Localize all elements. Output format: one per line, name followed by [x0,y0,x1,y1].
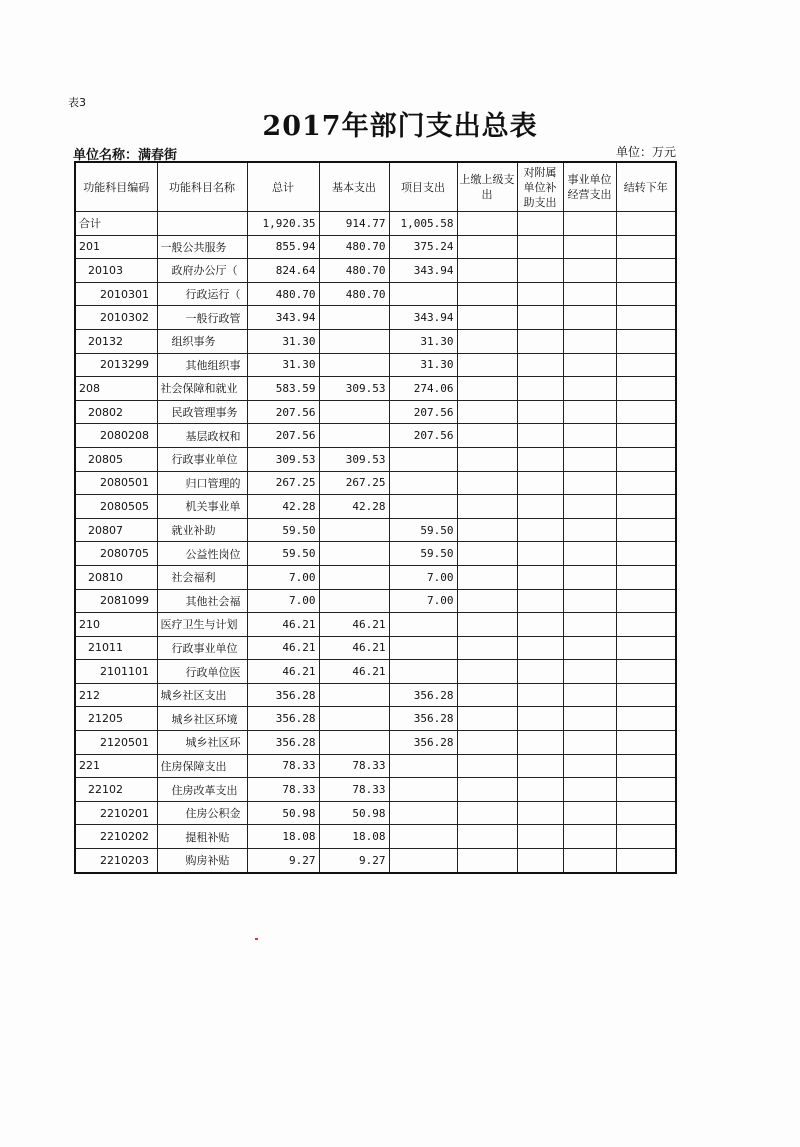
cell-project: 31.30 [389,353,457,377]
cell-total: 18.08 [247,825,319,849]
cell-remit [457,542,517,566]
cell-remit [457,353,517,377]
cell-basic: 914.77 [319,212,389,236]
cell-remit [457,683,517,707]
cell-remit [457,400,517,424]
cell-basic: 267.25 [319,471,389,495]
cell-carryover [616,424,676,448]
cell-operation [563,447,616,471]
cell-remit [457,212,517,236]
cell-project [389,825,457,849]
table-row [75,683,676,707]
cell-carryover [616,212,676,236]
cell-basic: 480.70 [319,235,389,259]
cell-basic [319,329,389,353]
cell-total: 1,920.35 [247,212,319,236]
red-speck [255,938,258,940]
table-row [75,259,676,283]
cell-code: 2080705 [75,542,157,566]
cell-total: 42.28 [247,495,319,519]
cell-project: 7.00 [389,565,457,589]
table-row [75,660,676,684]
cell-basic: 309.53 [319,447,389,471]
table-row [75,447,676,471]
cell-subsidy [517,683,563,707]
cell-operation [563,471,616,495]
cell-subsidy [517,377,563,401]
cell-carryover [616,353,676,377]
cell-code: 2080208 [75,424,157,448]
cell-operation [563,400,616,424]
cell-code: 20805 [75,447,157,471]
cell-total: 207.56 [247,400,319,424]
cell-name: 民政管理事务 [157,400,247,424]
cell-code: 20810 [75,565,157,589]
cell-project [389,613,457,637]
table-row [75,849,676,873]
table-row [75,495,676,519]
cell-total: 46.21 [247,613,319,637]
cell-basic: 78.33 [319,778,389,802]
table-row [75,542,676,566]
cell-carryover [616,754,676,778]
cell-operation [563,353,616,377]
cell-code: 21011 [75,636,157,660]
cell-name: 住房保障支出 [157,754,247,778]
header-name: 功能科目名称 [157,162,247,212]
header-operation: 事业单位经营支出 [563,162,616,212]
cell-subsidy [517,754,563,778]
cell-carryover [616,495,676,519]
header-project: 项目支出 [389,162,457,212]
cell-remit [457,377,517,401]
cell-code: 20802 [75,400,157,424]
cell-project: 207.56 [389,400,457,424]
cell-operation [563,754,616,778]
cell-name: 城乡社区支出 [157,683,247,707]
table-row [75,754,676,778]
cell-name: 机关事业单 [157,495,247,519]
cell-carryover [616,731,676,755]
cell-total: 855.94 [247,235,319,259]
cell-operation [563,518,616,542]
cell-project: 31.30 [389,329,457,353]
cell-basic: 42.28 [319,495,389,519]
cell-total: 480.70 [247,282,319,306]
header-total: 总计 [247,162,319,212]
cell-name: 社会福利 [157,565,247,589]
cell-project [389,471,457,495]
cell-basic [319,518,389,542]
cell-basic: 46.21 [319,660,389,684]
cell-carryover [616,801,676,825]
cell-code: 2080505 [75,495,157,519]
cell-operation [563,778,616,802]
cell-carryover [616,377,676,401]
cell-subsidy [517,353,563,377]
cell-operation [563,424,616,448]
cell-subsidy [517,495,563,519]
cell-project: 59.50 [389,542,457,566]
cell-total: 31.30 [247,353,319,377]
cell-project: 356.28 [389,707,457,731]
cell-subsidy [517,613,563,637]
cell-subsidy [517,212,563,236]
cell-remit [457,329,517,353]
cell-name: 行政运行（ [157,282,247,306]
cell-carryover [616,683,676,707]
cell-subsidy [517,542,563,566]
cell-operation [563,235,616,259]
cell-total: 343.94 [247,306,319,330]
cell-total: 78.33 [247,778,319,802]
cell-remit [457,660,517,684]
table-row [75,801,676,825]
cell-code: 2010302 [75,306,157,330]
cell-carryover [616,471,676,495]
cell-operation [563,495,616,519]
cell-code: 2210201 [75,801,157,825]
cell-project: 375.24 [389,235,457,259]
cell-carryover [616,849,676,873]
cell-subsidy [517,731,563,755]
cell-code: 2120501 [75,731,157,755]
cell-operation [563,613,616,637]
table-row [75,235,676,259]
cell-code: 20132 [75,329,157,353]
cell-remit [457,613,517,637]
cell-code: 合计 [75,212,157,236]
unit-label: 单位：万元 [615,145,676,159]
table-row [75,306,676,330]
expenditure-table [74,161,677,874]
cell-basic [319,707,389,731]
table-row [75,471,676,495]
cell-subsidy [517,329,563,353]
cell-project [389,636,457,660]
cell-subsidy [517,707,563,731]
cell-basic: 480.70 [319,259,389,283]
cell-remit [457,589,517,613]
cell-basic: 50.98 [319,801,389,825]
table-header-row [75,162,676,212]
cell-operation [563,565,616,589]
cell-total: 207.56 [247,424,319,448]
cell-carryover [616,589,676,613]
cell-subsidy [517,282,563,306]
table-row [75,424,676,448]
cell-subsidy [517,565,563,589]
cell-subsidy [517,636,563,660]
cell-remit [457,801,517,825]
cell-carryover [616,306,676,330]
cell-carryover [616,707,676,731]
header-basic: 基本支出 [319,162,389,212]
cell-name: 一般公共服务 [157,235,247,259]
cell-name: 住房改革支出 [157,778,247,802]
cell-subsidy [517,778,563,802]
cell-total: 583.59 [247,377,319,401]
cell-carryover [616,282,676,306]
cell-project [389,660,457,684]
cell-subsidy [517,235,563,259]
cell-basic [319,731,389,755]
cell-total: 309.53 [247,447,319,471]
cell-name [157,212,247,236]
cell-basic [319,353,389,377]
cell-basic: 9.27 [319,849,389,873]
unit-name: 单位名称：满春街 [73,148,178,163]
table-row [75,778,676,802]
cell-operation [563,683,616,707]
cell-name: 政府办公厅（ [157,259,247,283]
cell-basic: 78.33 [319,754,389,778]
cell-operation [563,259,616,283]
cell-code: 2210202 [75,825,157,849]
cell-code: 2101101 [75,660,157,684]
cell-code: 20807 [75,518,157,542]
cell-total: 46.21 [247,636,319,660]
cell-project [389,754,457,778]
cell-code: 221 [75,754,157,778]
cell-carryover [616,235,676,259]
cell-total: 59.50 [247,542,319,566]
cell-subsidy [517,306,563,330]
cell-project: 274.06 [389,377,457,401]
cell-carryover [616,778,676,802]
cell-subsidy [517,447,563,471]
table-row [75,377,676,401]
table-row [75,825,676,849]
cell-operation [563,707,616,731]
cell-total: 356.28 [247,683,319,707]
cell-code: 2080501 [75,471,157,495]
cell-remit [457,565,517,589]
cell-carryover [616,447,676,471]
cell-subsidy [517,660,563,684]
cell-subsidy [517,471,563,495]
cell-project [389,495,457,519]
cell-total: 78.33 [247,754,319,778]
cell-carryover [616,660,676,684]
cell-name: 就业补助 [157,518,247,542]
page-title: 2017年部门支出总表 [262,111,538,142]
cell-carryover [616,565,676,589]
cell-project: 7.00 [389,589,457,613]
cell-carryover [616,613,676,637]
cell-subsidy [517,424,563,448]
cell-name: 一般行政管 [157,306,247,330]
cell-total: 7.00 [247,589,319,613]
table-row [75,282,676,306]
cell-name: 城乡社区环 [157,731,247,755]
cell-remit [457,282,517,306]
cell-carryover [616,259,676,283]
cell-project: 207.56 [389,424,457,448]
cell-remit [457,235,517,259]
cell-operation [563,825,616,849]
cell-operation [563,329,616,353]
cell-name: 行政事业单位 [157,447,247,471]
table-row [75,212,676,236]
cell-project: 356.28 [389,731,457,755]
cell-project: 343.94 [389,259,457,283]
cell-name: 基层政权和 [157,424,247,448]
table-row [75,565,676,589]
cell-subsidy [517,825,563,849]
cell-project: 356.28 [389,683,457,707]
cell-total: 9.27 [247,849,319,873]
cell-code: 2010301 [75,282,157,306]
table-row [75,518,676,542]
cell-remit [457,495,517,519]
table-row [75,353,676,377]
cell-basic [319,400,389,424]
cell-remit [457,754,517,778]
cell-total: 59.50 [247,518,319,542]
cell-remit [457,731,517,755]
cell-total: 267.25 [247,471,319,495]
cell-code: 212 [75,683,157,707]
cell-basic [319,306,389,330]
cell-code: 2081099 [75,589,157,613]
cell-name: 社会保障和就业 [157,377,247,401]
cell-total: 356.28 [247,707,319,731]
table-row [75,613,676,637]
cell-basic: 18.08 [319,825,389,849]
cell-operation [563,589,616,613]
cell-basic: 46.21 [319,636,389,660]
cell-project [389,282,457,306]
table-body [75,212,676,873]
cell-basic [319,542,389,566]
cell-name: 城乡社区环境 [157,707,247,731]
cell-total: 7.00 [247,565,319,589]
cell-subsidy [517,518,563,542]
cell-carryover [616,542,676,566]
cell-basic [319,565,389,589]
cell-subsidy [517,259,563,283]
cell-name: 归口管理的 [157,471,247,495]
cell-remit [457,825,517,849]
cell-name: 提租补贴 [157,825,247,849]
cell-project [389,801,457,825]
cell-remit [457,471,517,495]
cell-code: 2013299 [75,353,157,377]
cell-remit [457,424,517,448]
cell-project: 59.50 [389,518,457,542]
cell-carryover [616,518,676,542]
header-subsidy: 对附属单位补助支出 [517,162,563,212]
cell-remit [457,259,517,283]
cell-operation [563,212,616,236]
cell-carryover [616,636,676,660]
cell-operation [563,306,616,330]
table-row [75,636,676,660]
cell-code: 21205 [75,707,157,731]
table-row [75,329,676,353]
cell-basic: 309.53 [319,377,389,401]
cell-remit [457,707,517,731]
cell-remit [457,518,517,542]
cell-total: 356.28 [247,731,319,755]
cell-name: 医疗卫生与计划 [157,613,247,637]
cell-project [389,447,457,471]
cell-total: 50.98 [247,801,319,825]
cell-remit [457,636,517,660]
cell-project: 1,005.58 [389,212,457,236]
cell-code: 208 [75,377,157,401]
cell-operation [563,801,616,825]
cell-operation [563,282,616,306]
cell-operation [563,636,616,660]
cell-operation [563,542,616,566]
cell-total: 31.30 [247,329,319,353]
table-number: 表3 [68,96,86,109]
cell-remit [457,447,517,471]
cell-basic [319,589,389,613]
table-row [75,707,676,731]
cell-remit [457,306,517,330]
cell-code: 201 [75,235,157,259]
table-row [75,731,676,755]
cell-code: 22102 [75,778,157,802]
cell-operation [563,731,616,755]
cell-project [389,778,457,802]
cell-subsidy [517,849,563,873]
cell-carryover [616,400,676,424]
cell-name: 其他组织事 [157,353,247,377]
cell-remit [457,849,517,873]
cell-basic: 46.21 [319,613,389,637]
cell-code: 2210203 [75,849,157,873]
cell-name: 组织事务 [157,329,247,353]
cell-code: 20103 [75,259,157,283]
cell-carryover [616,329,676,353]
cell-basic: 480.70 [319,282,389,306]
table-row [75,589,676,613]
cell-project [389,849,457,873]
cell-operation [563,849,616,873]
cell-name: 住房公积金 [157,801,247,825]
cell-total: 46.21 [247,660,319,684]
cell-name: 购房补贴 [157,849,247,873]
header-carryover: 结转下年 [616,162,676,212]
cell-code: 210 [75,613,157,637]
cell-subsidy [517,400,563,424]
cell-remit [457,778,517,802]
cell-name: 公益性岗位 [157,542,247,566]
cell-name: 其他社会福 [157,589,247,613]
cell-total: 824.64 [247,259,319,283]
cell-project: 343.94 [389,306,457,330]
cell-basic [319,424,389,448]
cell-operation [563,660,616,684]
cell-carryover [616,825,676,849]
cell-subsidy [517,801,563,825]
table-row [75,400,676,424]
cell-basic [319,683,389,707]
header-code: 功能科目编码 [75,162,157,212]
header-remit: 上缴上级支出 [457,162,517,212]
cell-name: 行政单位医 [157,660,247,684]
cell-subsidy [517,589,563,613]
cell-operation [563,377,616,401]
cell-name: 行政事业单位 [157,636,247,660]
